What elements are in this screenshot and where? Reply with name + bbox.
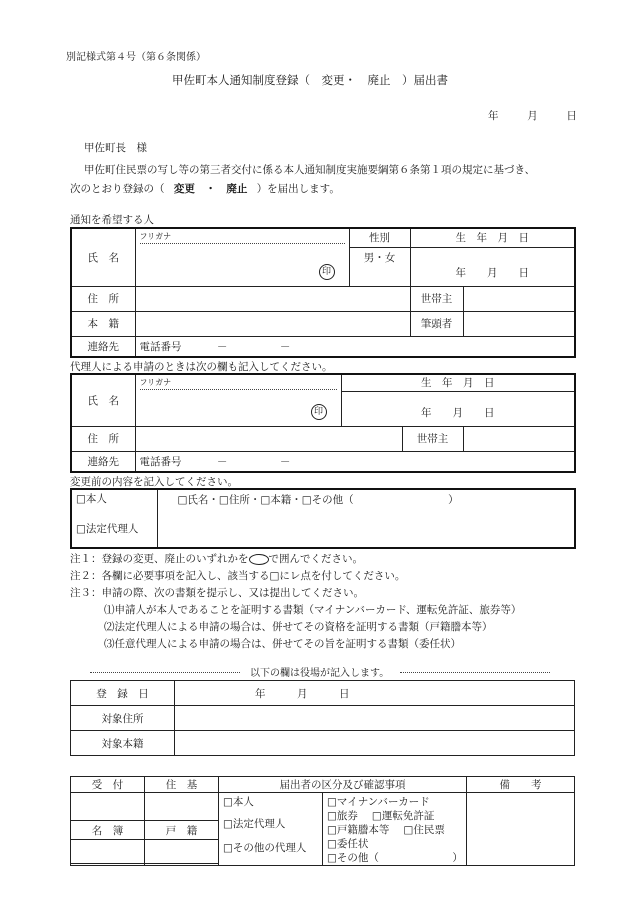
agent-contact-label: 連絡先 <box>71 451 135 472</box>
intro-line-1: 甲佐町住民票の写し等の第三者交付に係る本人通知制度実施要綱第６条第１項の規定に基づき、 <box>84 164 536 176</box>
agent-phone-separators: － － <box>216 455 291 468</box>
uketsuke-stamp[interactable] <box>71 793 145 821</box>
reg-date-label: 登 録 日 <box>71 681 175 706</box>
opt-houtei[interactable]: □法定代理人 <box>223 818 286 830</box>
date-month: 月 <box>527 110 538 122</box>
section3-label: 変更前の内容を記入してください。 <box>70 476 238 488</box>
agent-household-label: 世帯主 <box>402 426 463 451</box>
office-check-table <box>70 776 575 866</box>
note-3-3: ⑶任意代理人による申請の場合は、併せてその旨を証明する書類（委任状） <box>104 638 461 650</box>
dotted-line-right <box>400 672 550 673</box>
date-line <box>488 108 577 123</box>
phone-label: 電話番号 <box>139 340 182 353</box>
contact-field[interactable] <box>135 336 575 357</box>
option-houtei[interactable]: □法定代理人 <box>76 523 139 535</box>
previous-content-table <box>70 488 576 549</box>
birth-date-field[interactable]: 年 月 日 <box>410 247 575 286</box>
target-address-label: 対象住所 <box>71 706 175 731</box>
honseki-field[interactable] <box>135 311 410 336</box>
note-1a: 注１：登録の変更、廃止のいずれかを <box>70 553 249 565</box>
birth-label: 生 年 月 日 <box>410 228 575 247</box>
meibo-stamp-bottom <box>71 863 145 865</box>
doc-inin[interactable]: □委任状 <box>327 838 369 850</box>
doc-other[interactable]: □その他（ ） <box>327 852 463 864</box>
intro-change-cancel: 変更 ・ 廃止 <box>173 183 248 195</box>
name-label: 氏 名 <box>71 228 135 286</box>
name-field[interactable] <box>135 228 349 286</box>
option-honnin[interactable]: □本人 <box>76 493 107 505</box>
address-label: 住 所 <box>71 286 135 311</box>
agent-birth-date-field[interactable]: 年 月 日 <box>341 391 575 426</box>
biko-field[interactable] <box>467 793 575 866</box>
contact-label: 連絡先 <box>71 336 135 357</box>
household-label: 世帯主 <box>410 286 463 311</box>
doc-license[interactable]: □運転免許証 <box>371 810 435 822</box>
target-honseki-label: 対象本籍 <box>71 731 175 756</box>
agent-name-field[interactable] <box>135 374 341 426</box>
furigana-label: フリガナ <box>140 231 345 244</box>
agent-household-field[interactable] <box>463 426 575 451</box>
agent-contact-field[interactable] <box>135 451 575 472</box>
uketsuke-header: 受 付 <box>71 777 145 793</box>
note-3: 注３：申請の際、次の書類を提示し、又は提出してください。 <box>70 587 364 599</box>
hittousha-label: 筆頭者 <box>410 311 463 336</box>
juki-stamp[interactable] <box>145 793 219 821</box>
gender-label: 性別 <box>349 228 410 247</box>
biko-header: 備 考 <box>467 777 575 793</box>
intro-2a: 次のとおり登録の（ <box>70 183 165 195</box>
note-1 <box>70 551 363 566</box>
applicant-table <box>70 227 576 358</box>
hittousha-field[interactable] <box>463 311 575 336</box>
form-reference: 別記様式第４号（第６条関係） <box>66 52 206 63</box>
doc-ryoken[interactable]: □旅券 <box>327 810 358 822</box>
doc-juminhyo[interactable]: □住民票 <box>403 824 445 836</box>
intro-2c: ）を届出します。 <box>256 183 340 195</box>
office-table <box>70 680 575 756</box>
agent-address-label: 住 所 <box>71 426 135 451</box>
meibo-label: 名 簿 <box>71 821 145 840</box>
reg-date-value[interactable]: 年 月 日 <box>175 681 575 706</box>
note-2: 注２：各欄に必要事項を記入し、該当する□にレ点を付してください。 <box>70 570 406 582</box>
applicant-type-cell <box>71 489 157 548</box>
koseki-stamp-bottom <box>145 863 219 865</box>
applicant-category <box>219 793 323 866</box>
honseki-label: 本 籍 <box>71 311 135 336</box>
opt-honnin[interactable]: □本人 <box>223 796 254 808</box>
opt-sonota[interactable]: □その他の代理人 <box>223 842 307 854</box>
dotted-line-left <box>90 672 240 673</box>
seal-icon: 印 <box>319 264 335 280</box>
section2-label: 代理人による申請のときは次の欄も記入してください。 <box>70 361 333 373</box>
koseki-stamp[interactable] <box>145 840 219 864</box>
address-field[interactable] <box>135 286 410 311</box>
oval-icon <box>249 554 269 565</box>
section1-label: 通知を希望する人 <box>70 214 154 226</box>
doc-mynumber[interactable]: □マイナンバーカード <box>327 796 430 808</box>
target-address-field[interactable] <box>175 706 575 731</box>
agent-furigana-label: フリガナ <box>140 377 337 390</box>
date-day: 日 <box>566 110 577 122</box>
doc-koseki[interactable]: □戸籍謄本等 <box>327 824 390 836</box>
household-field[interactable] <box>463 286 575 311</box>
target-honseki-field[interactable] <box>175 731 575 756</box>
note-1b: で囲んでください。 <box>268 553 363 565</box>
gender-value[interactable]: 男・女 <box>349 247 410 286</box>
intro-line-2 <box>70 181 340 196</box>
agent-birth-label: 生 年 月 日 <box>341 374 575 391</box>
kubun-header: 届出者の区分及び確認事項 <box>219 777 467 793</box>
change-items[interactable]: □氏名・□住所・□本籍・□その他（ ） <box>157 489 575 548</box>
meibo-stamp[interactable] <box>71 840 145 864</box>
confirmation-docs <box>323 793 467 866</box>
addressee: 甲佐町長 様 <box>84 142 147 154</box>
agent-seal-icon: 印 <box>311 404 327 420</box>
note-3-1: ⑴申請人が本人であることを証明する書類（マイナンバーカード、運転免許証、旅券等） <box>104 604 522 616</box>
agent-name-label: 氏 名 <box>71 374 135 426</box>
juki-header: 住 基 <box>145 777 219 793</box>
agent-address-field[interactable] <box>135 426 402 451</box>
koseki-label: 戸 籍 <box>145 821 219 840</box>
agent-phone-label: 電話番号 <box>139 455 182 468</box>
date-year: 年 <box>488 110 499 122</box>
note-3-2: ⑵法定代理人による申請の場合は、併せてその資格を証明する書類（戸籍謄本等） <box>104 621 493 633</box>
agent-table <box>70 373 576 473</box>
office-note: 以下の欄は役場が記入します。 <box>250 668 390 679</box>
phone-separators: － － <box>216 340 291 353</box>
form-title: 甲佐町本人通知制度登録（ 変更・ 廃止 ）届出書 <box>172 73 448 87</box>
